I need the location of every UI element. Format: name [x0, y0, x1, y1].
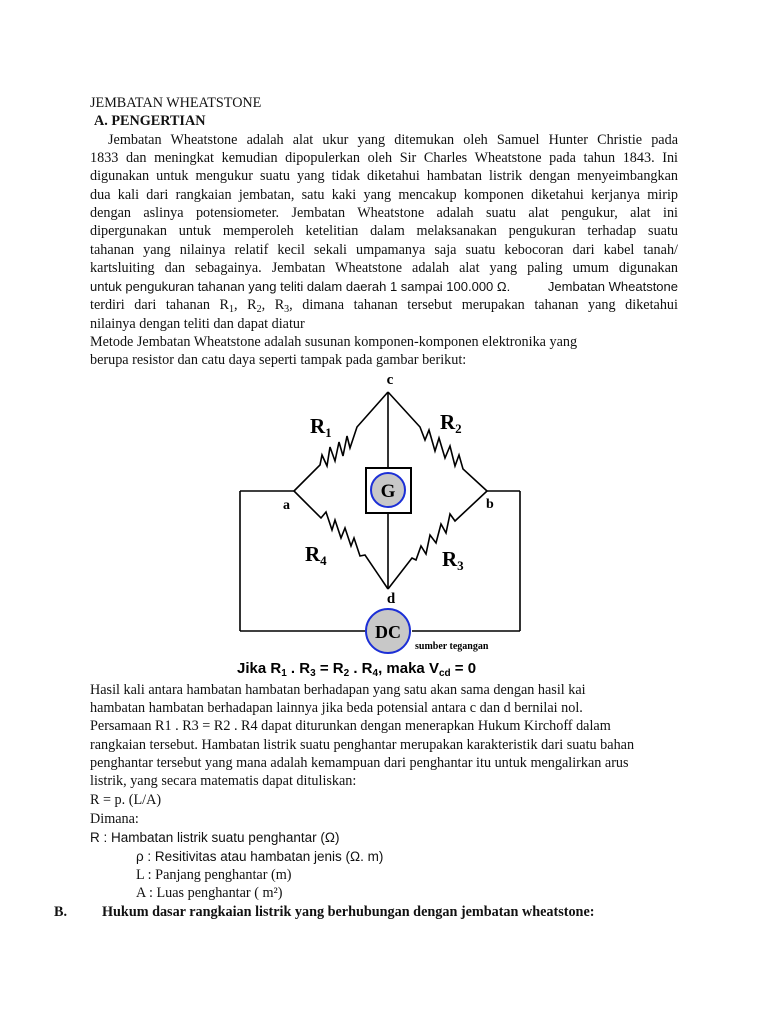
- resistor-r2: [388, 392, 487, 491]
- definition-l: L : Panjang penghantar (m): [136, 867, 292, 883]
- para1-line-5: dengan aslinya potensiometer. Jembatan Wheatstone adalah suatu alat pengukur, alat ini: [90, 205, 678, 221]
- definition-r: R : Hambatan listrik suatu penghantar (Ω): [90, 830, 340, 845]
- para3-line-2: hambatan hambatan berhadapan lainnya jika beda potensial antara c dan d bernilai nol.: [90, 700, 583, 716]
- formula: R = p. (L/A): [90, 792, 162, 808]
- balance-condition-caption: Jika $R_1$ . $R_3 = R_2$ . $R_4$, maka $V_{cd} = 0$: [237, 660, 477, 679]
- r4-label: R4: [305, 542, 327, 568]
- para3-line-3: Persamaan R1 . R3 = R2 . R4 dapat diturunkan dengan menerapkan Hukum Kirchoff dalam: [90, 718, 611, 734]
- definition-rho: ρ : Resitivitas atau hambatan jenis (Ω. m): [136, 849, 384, 864]
- galvanometer-label: G: [380, 481, 396, 502]
- resistor-r3: [388, 491, 487, 589]
- para1-line-6: dipergunakan untuk memperoleh ketelitian dalam melaksanakan pengukuran terhadap suatu: [90, 223, 678, 239]
- para2-line-2: berupa resistor dan catu daya seperti tampak pada gambar berikut:: [90, 352, 467, 368]
- r2-label: R2: [440, 410, 462, 436]
- definition-a: A : Luas penghantar ( m²): [136, 885, 283, 901]
- dc-source-label: DC: [375, 622, 401, 642]
- para1-line-11: nilainya dengan teliti dan dapat diatur: [90, 316, 305, 332]
- para1-line-1: Jembatan Wheatstone adalah alat ukur yang ditemukan oleh Samuel Hunter Christie pada: [108, 132, 678, 148]
- para1-line-4: dua kali dari rangkaian jembatan, satu kaki yang mencakup komponen diketahui kerjanya mirip: [90, 187, 678, 203]
- para2-line-1: Metode Jembatan Wheatstone adalah susunan komponen-komponen elektronika yang: [90, 334, 578, 350]
- para3-line-5: penghantar tersebut yang mana adalah kemampuan dari penghantar itu untuk mengalirkan arus: [90, 755, 629, 771]
- resistor-r4: [294, 491, 388, 589]
- dimana-label: Dimana:: [90, 811, 139, 827]
- wheatstone-bridge-diagram: [0, 370, 768, 680]
- r1-label: R1: [310, 414, 332, 440]
- section-b-heading: Hukum dasar rangkaian listrik yang berhubungan dengan jembatan wheatstone:: [102, 904, 595, 920]
- para3-line-6: listrik, yang secara matematis dapat dituliskan:: [90, 773, 357, 789]
- para3-line-1: Hasil kali antara hambatan hambatan berhadapan yang satu akan sama dengan hasil kai: [90, 682, 586, 698]
- section-a-heading: A. PENGERTIAN: [94, 113, 206, 129]
- para1-line-9: [90, 278, 678, 296]
- para1-line-10: terdiri dari tahanan $R_1$, $R_2$, $R_3$, dimana tahanan tersebut merupakan tahanan yang diketahui: [90, 297, 678, 315]
- node-a-label: a: [283, 498, 290, 513]
- node-d-label: d: [386, 591, 396, 607]
- document-title: JEMBATAN WHEATSTONE: [90, 95, 262, 111]
- resistor-r1: [294, 392, 388, 491]
- para3-line-4: rangkaian tersebut. Hambatan listrik suatu penghantar merupakan karakteristik dari suatu bahan: [90, 737, 635, 753]
- source-text: sumber tegangan: [415, 641, 489, 652]
- section-b-letter: B.: [54, 904, 68, 920]
- para1-line-7: tahanan yang nilainya relatif kecil sekali umpamanya saja suatu kebocoran dari kabel tanah/: [90, 242, 678, 258]
- para1-mono-end: Jembatan Wheatstone: [547, 279, 678, 294]
- r3-label: R3: [442, 547, 464, 573]
- para1-mono-start: untuk pengukuran tahanan yang teliti dalam daerah 1 sampai 100.000 Ω.: [90, 279, 511, 294]
- para1-line-3: digunakan untuk mengukur suatu yang tidak diketahui hambatan listrik dengan menyeimbangkan: [90, 168, 678, 184]
- para1-line-8: kartsluiting dan sebagainya. Jembatan Wheatstone adalah alat yang paling umum digunakan: [90, 260, 678, 276]
- node-c-label: c: [386, 372, 394, 388]
- node-b-label: b: [486, 497, 494, 512]
- para1-line-2: 1833 dan meningkat kemudian dipopulerkan oleh Sir Charles Wheatstone pada tahun 1843. Ini: [90, 150, 678, 166]
